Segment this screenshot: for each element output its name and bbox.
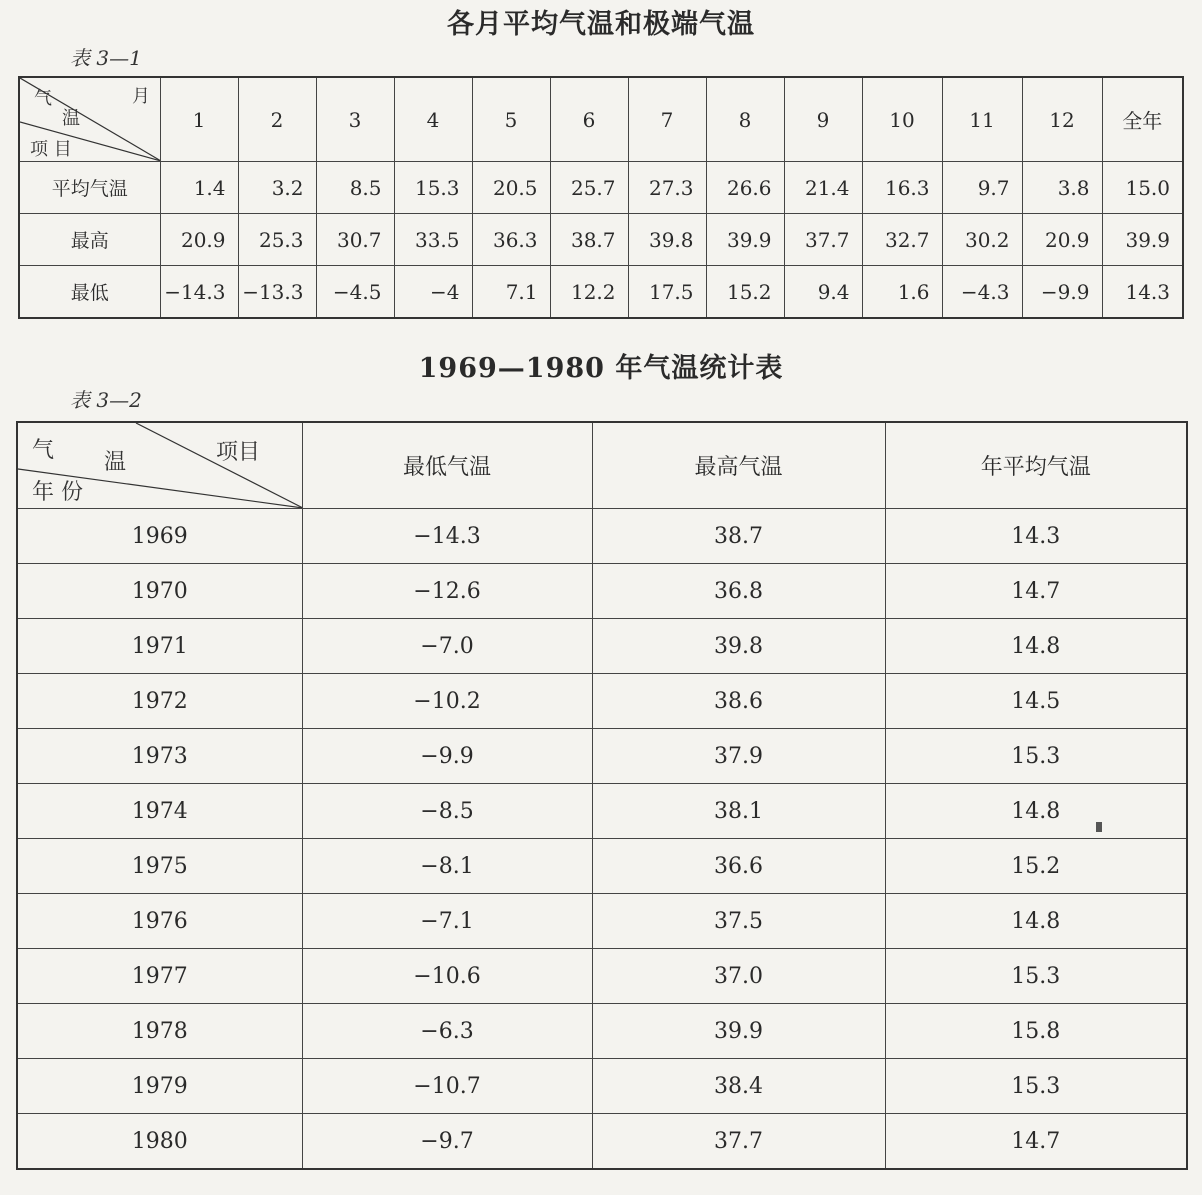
table2-cell: 14.8 [885,784,1187,839]
table-row [17,564,1187,619]
table2-corner-cell [17,422,302,509]
table2-cell: 14.3 [885,509,1187,564]
table2-year-cell: 1969 [17,509,302,564]
table2-cell: 37.0 [592,949,885,1004]
table1-cell: 12.2 [550,266,628,319]
table2-year-cell: 1970 [17,564,302,619]
table2-header-row [17,422,1187,509]
table-row [17,894,1187,949]
table1-column-header: 2 [238,77,316,162]
table1-row-header: 最低 [19,266,160,319]
table2-cell: −6.3 [302,1004,592,1059]
corner-label-year: 年 份 [32,480,83,505]
table1-column-header: 6 [550,77,628,162]
table-row [17,1114,1187,1170]
table1-title: 各月平均气温和极端气温 [447,9,755,40]
table1-cell: 9.4 [784,266,862,319]
table2-cell: −8.1 [302,839,592,894]
corner-label-qi: 气 [32,438,55,463]
table2-cell: −10.2 [302,674,592,729]
table1-cell: 33.5 [394,214,472,266]
table1-cell: 15.2 [706,266,784,319]
table2-cell: 36.8 [592,564,885,619]
table-row [19,214,1183,266]
table1-cell: 3.8 [1022,162,1102,214]
corner-label-wen: 温 [104,450,127,475]
table2-cell: 37.5 [592,894,885,949]
table2-year-cell: 1978 [17,1004,302,1059]
table1-cell: 7.1 [472,266,550,319]
table1-cell: 8.5 [316,162,394,214]
table2-cell: −10.6 [302,949,592,1004]
table2-year-cell: 1973 [17,729,302,784]
table1-cell: 39.8 [628,214,706,266]
table1-header-row [19,77,1183,162]
table2-cell: 15.3 [885,1059,1187,1114]
table1-column-header: 5 [472,77,550,162]
table1-cell: −4.3 [942,266,1022,319]
table2-year-cell: 1971 [17,619,302,674]
table1-column-header: 11 [942,77,1022,162]
table2-year-cell: 1977 [17,949,302,1004]
table2-cell: 15.3 [885,729,1187,784]
table2-cell: −8.5 [302,784,592,839]
table1-cell: 15.0 [1102,162,1183,214]
table1-cell: 30.2 [942,214,1022,266]
corner-label-wen: 温 [62,108,80,129]
corner-label-item: 项 目 [30,139,72,160]
table2-cell: 15.8 [885,1004,1187,1059]
table2-year-cell: 1979 [17,1059,302,1114]
table1-cell: 1.6 [862,266,942,319]
table2-column-header: 最高气温 [592,422,885,509]
table2-cell: −7.1 [302,894,592,949]
table1-cell: 15.3 [394,162,472,214]
table1-cell: 20.9 [1022,214,1102,266]
table2-column-header: 年平均气温 [885,422,1187,509]
corner-label-item: 项目 [216,440,261,465]
table1-cell: 37.7 [784,214,862,266]
corner-label-month: 月 [132,86,150,107]
table1-column-header: 12 [1022,77,1102,162]
table2-cell: 37.7 [592,1114,885,1170]
corner-label-qi: 气 [34,88,52,109]
table-row [17,839,1187,894]
table2-cell: −10.7 [302,1059,592,1114]
table1-cell: 20.9 [160,214,238,266]
monthly-temperature-table [18,76,1184,319]
table1-cell: 25.7 [550,162,628,214]
table1-cell: −4.5 [316,266,394,319]
table2-cell: −12.6 [302,564,592,619]
table1-cell: 3.2 [238,162,316,214]
table1-row-header: 平均气温 [19,162,160,214]
table1-column-header: 3 [316,77,394,162]
table1-cell: 30.7 [316,214,394,266]
table1-column-header: 4 [394,77,472,162]
table2-cell: 39.8 [592,619,885,674]
table2-year-cell: 1974 [17,784,302,839]
table1-cell: −14.3 [160,266,238,319]
table2-year-cell: 1972 [17,674,302,729]
table1-cell: 38.7 [550,214,628,266]
table-row [19,162,1183,214]
table-row [17,784,1187,839]
table2-cell: 14.7 [885,564,1187,619]
table1-cell: 9.7 [942,162,1022,214]
table2-label: 表 3—2 [70,388,142,412]
table1-cell: 20.5 [472,162,550,214]
table2-cell: −9.9 [302,729,592,784]
table2-cell: 38.1 [592,784,885,839]
table1-column-header: 10 [862,77,942,162]
table2-cell: 38.7 [592,509,885,564]
table1-cell: 25.3 [238,214,316,266]
table1-column-header: 8 [706,77,784,162]
table1-label: 表 3—1 [70,46,142,70]
table2-cell: −7.0 [302,619,592,674]
table1-cell: 1.4 [160,162,238,214]
table2-cell: 39.9 [592,1004,885,1059]
table-row [17,949,1187,1004]
table-row [17,509,1187,564]
table1-cell: 14.3 [1102,266,1183,319]
table1-cell: 39.9 [706,214,784,266]
table1-cell: 27.3 [628,162,706,214]
table1-cell: 32.7 [862,214,942,266]
table2-cell: −14.3 [302,509,592,564]
yearly-temperature-table [16,421,1188,1170]
table2-cell: −9.7 [302,1114,592,1170]
table1-cell: 17.5 [628,266,706,319]
table-row [17,729,1187,784]
table1-column-header: 7 [628,77,706,162]
table2-cell: 36.6 [592,839,885,894]
print-smudge [1096,822,1102,832]
table1-cell: −9.9 [1022,266,1102,319]
table1-cell: −13.3 [238,266,316,319]
table1-column-header: 全年 [1102,77,1183,162]
table2-cell: 15.3 [885,949,1187,1004]
table1-column-header: 1 [160,77,238,162]
table2-cell: 15.2 [885,839,1187,894]
table2-cell: 14.8 [885,894,1187,949]
table1-cell: 39.9 [1102,214,1183,266]
table2-year-cell: 1980 [17,1114,302,1170]
table2-cell: 38.6 [592,674,885,729]
table2-column-header: 最低气温 [302,422,592,509]
table-row [19,266,1183,319]
table2-year-cell: 1976 [17,894,302,949]
table1-column-header: 9 [784,77,862,162]
table1-cell: 16.3 [862,162,942,214]
table-row [17,674,1187,729]
table-row [17,1059,1187,1114]
table1-cell: 21.4 [784,162,862,214]
table1-cell: −4 [394,266,472,319]
table1-cell: 36.3 [472,214,550,266]
table1-row-header: 最高 [19,214,160,266]
table2-year-cell: 1975 [17,839,302,894]
table2-title: 1969—1980 年气温统计表 [418,353,784,384]
table2-cell: 14.5 [885,674,1187,729]
table1-cell: 26.6 [706,162,784,214]
table-row [17,1004,1187,1059]
table2-cell: 14.8 [885,619,1187,674]
table2-cell: 14.7 [885,1114,1187,1170]
table2-cell: 37.9 [592,729,885,784]
table1-corner-cell [19,77,160,162]
table2-cell: 38.4 [592,1059,885,1114]
table-row [17,619,1187,674]
